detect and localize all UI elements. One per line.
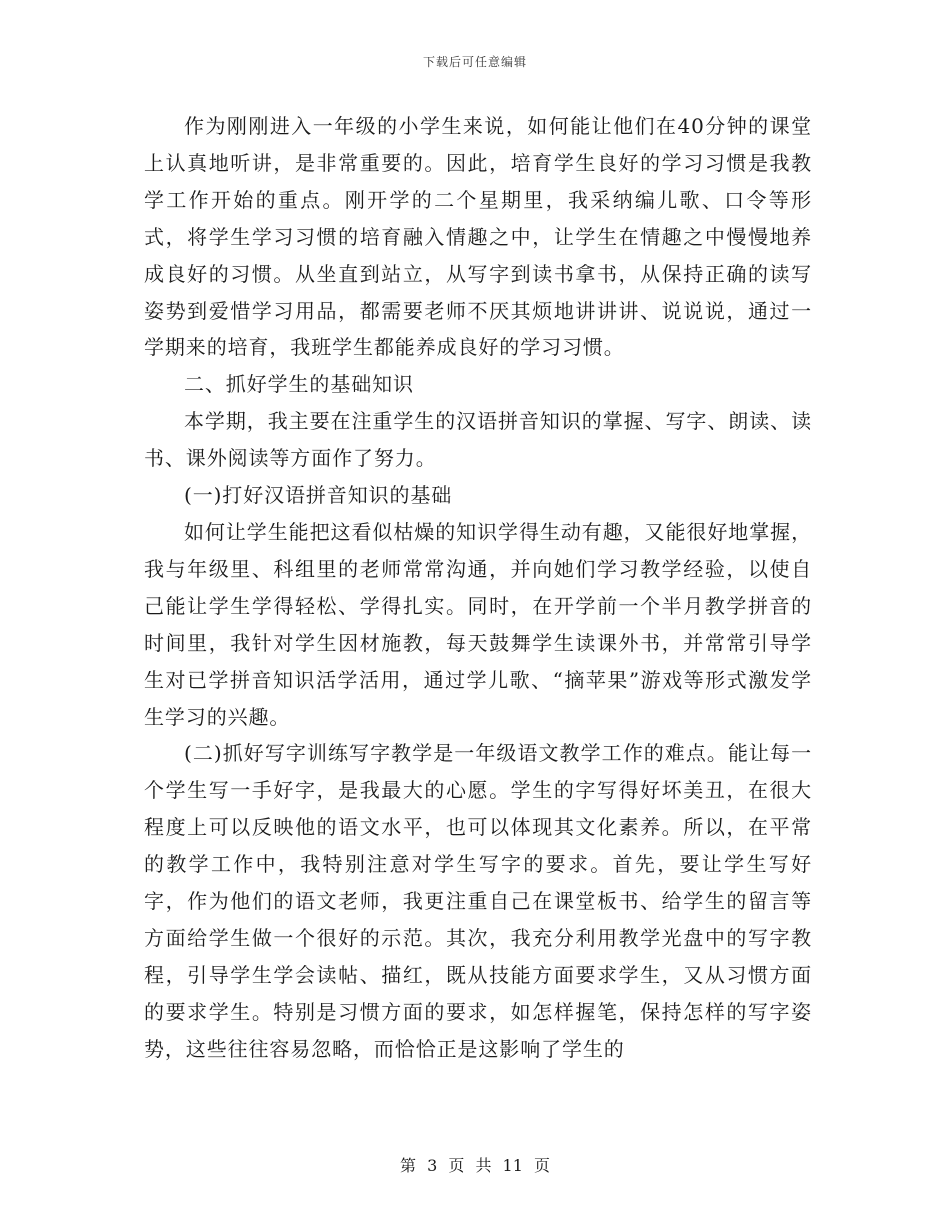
- paragraph-pinyin-teaching: 如何让学生能把这看似枯燥的知识学得生动有趣，又能很好地掌握，我与年级里、科组里的老师常常沟通，并向她们学习教学经验，以使自己能让学生学得轻松、学得扎实。同时，在开学前一个半月教学拼音的时间里，我针对学生因材施教，每天鼓舞学生读课外书，并常常引导学生对已学拼音知识活学活用，通过学儿歌、“摘苹果”游戏等形式激发学生学习的兴趣。: [144, 519, 812, 729]
- page-header: 下载后可任意编辑: [422, 55, 527, 69]
- paragraph-semester-focus: 本学期，我主要在注重学生的汉语拼音知识的掌握、写字、朗读、读书、课外阅读等方面作了努力。: [144, 409, 812, 471]
- paragraph-study-habits: 作为刚刚进入一年级的小学生来说，如何能让他们在40分钟的课堂上认真地听讲，是非常重要的。因此，培育学生良好的学习习惯是我教学工作开始的重点。刚开学的二个星期里，我采纳编儿歌、口令等形式，将学生学习习惯的培育融入情趣之中，让学生在情趣之中慢慢地养成良好的习惯。从坐直到站立，从写字到读书拿书，从保持正确的读写姿势到爱惜学习用品，都需要老师不厌其烦地讲讲讲、说说说，通过一学期来的培育，我班学生都能养成良好的学习习惯。: [144, 114, 812, 360]
- section-heading-basic-knowledge: 二、抓好学生的基础知识: [184, 372, 414, 397]
- page-number-footer: 第 3 页 共 11 页: [400, 1156, 550, 1175]
- paragraph-writing-training: (二)抓好写字训练写字教学是一年级语文教学工作的难点。能让每一个学生写一手好字，是我最大的心愿。学生的字写得好坏美丑，在很大程度上可以反映他的语文水平，也可以体现其文化素养。所以，在平常的教学工作中，我特别注意对学生写字的要求。首先，要让学生写好字，作为他们的语文老师，我更注重自己在课堂板书、给学生的留言等方面给学生做一个很好的示范。其次，我充分利用教学光盘中的写字教程，引导学生学会读帖、描红，既从技能方面要求学生，又从习惯方面的要求学生。特别是习惯方面的要求，如怎样握笔，保持怎样的写字姿势，这些往往容易忽略，而恰恰正是这影响了学生的: [144, 741, 812, 1061]
- document-body: [144, 108, 812, 1068]
- subheading-pinyin-foundation: (一)打好汉语拼音知识的基础: [184, 483, 453, 508]
